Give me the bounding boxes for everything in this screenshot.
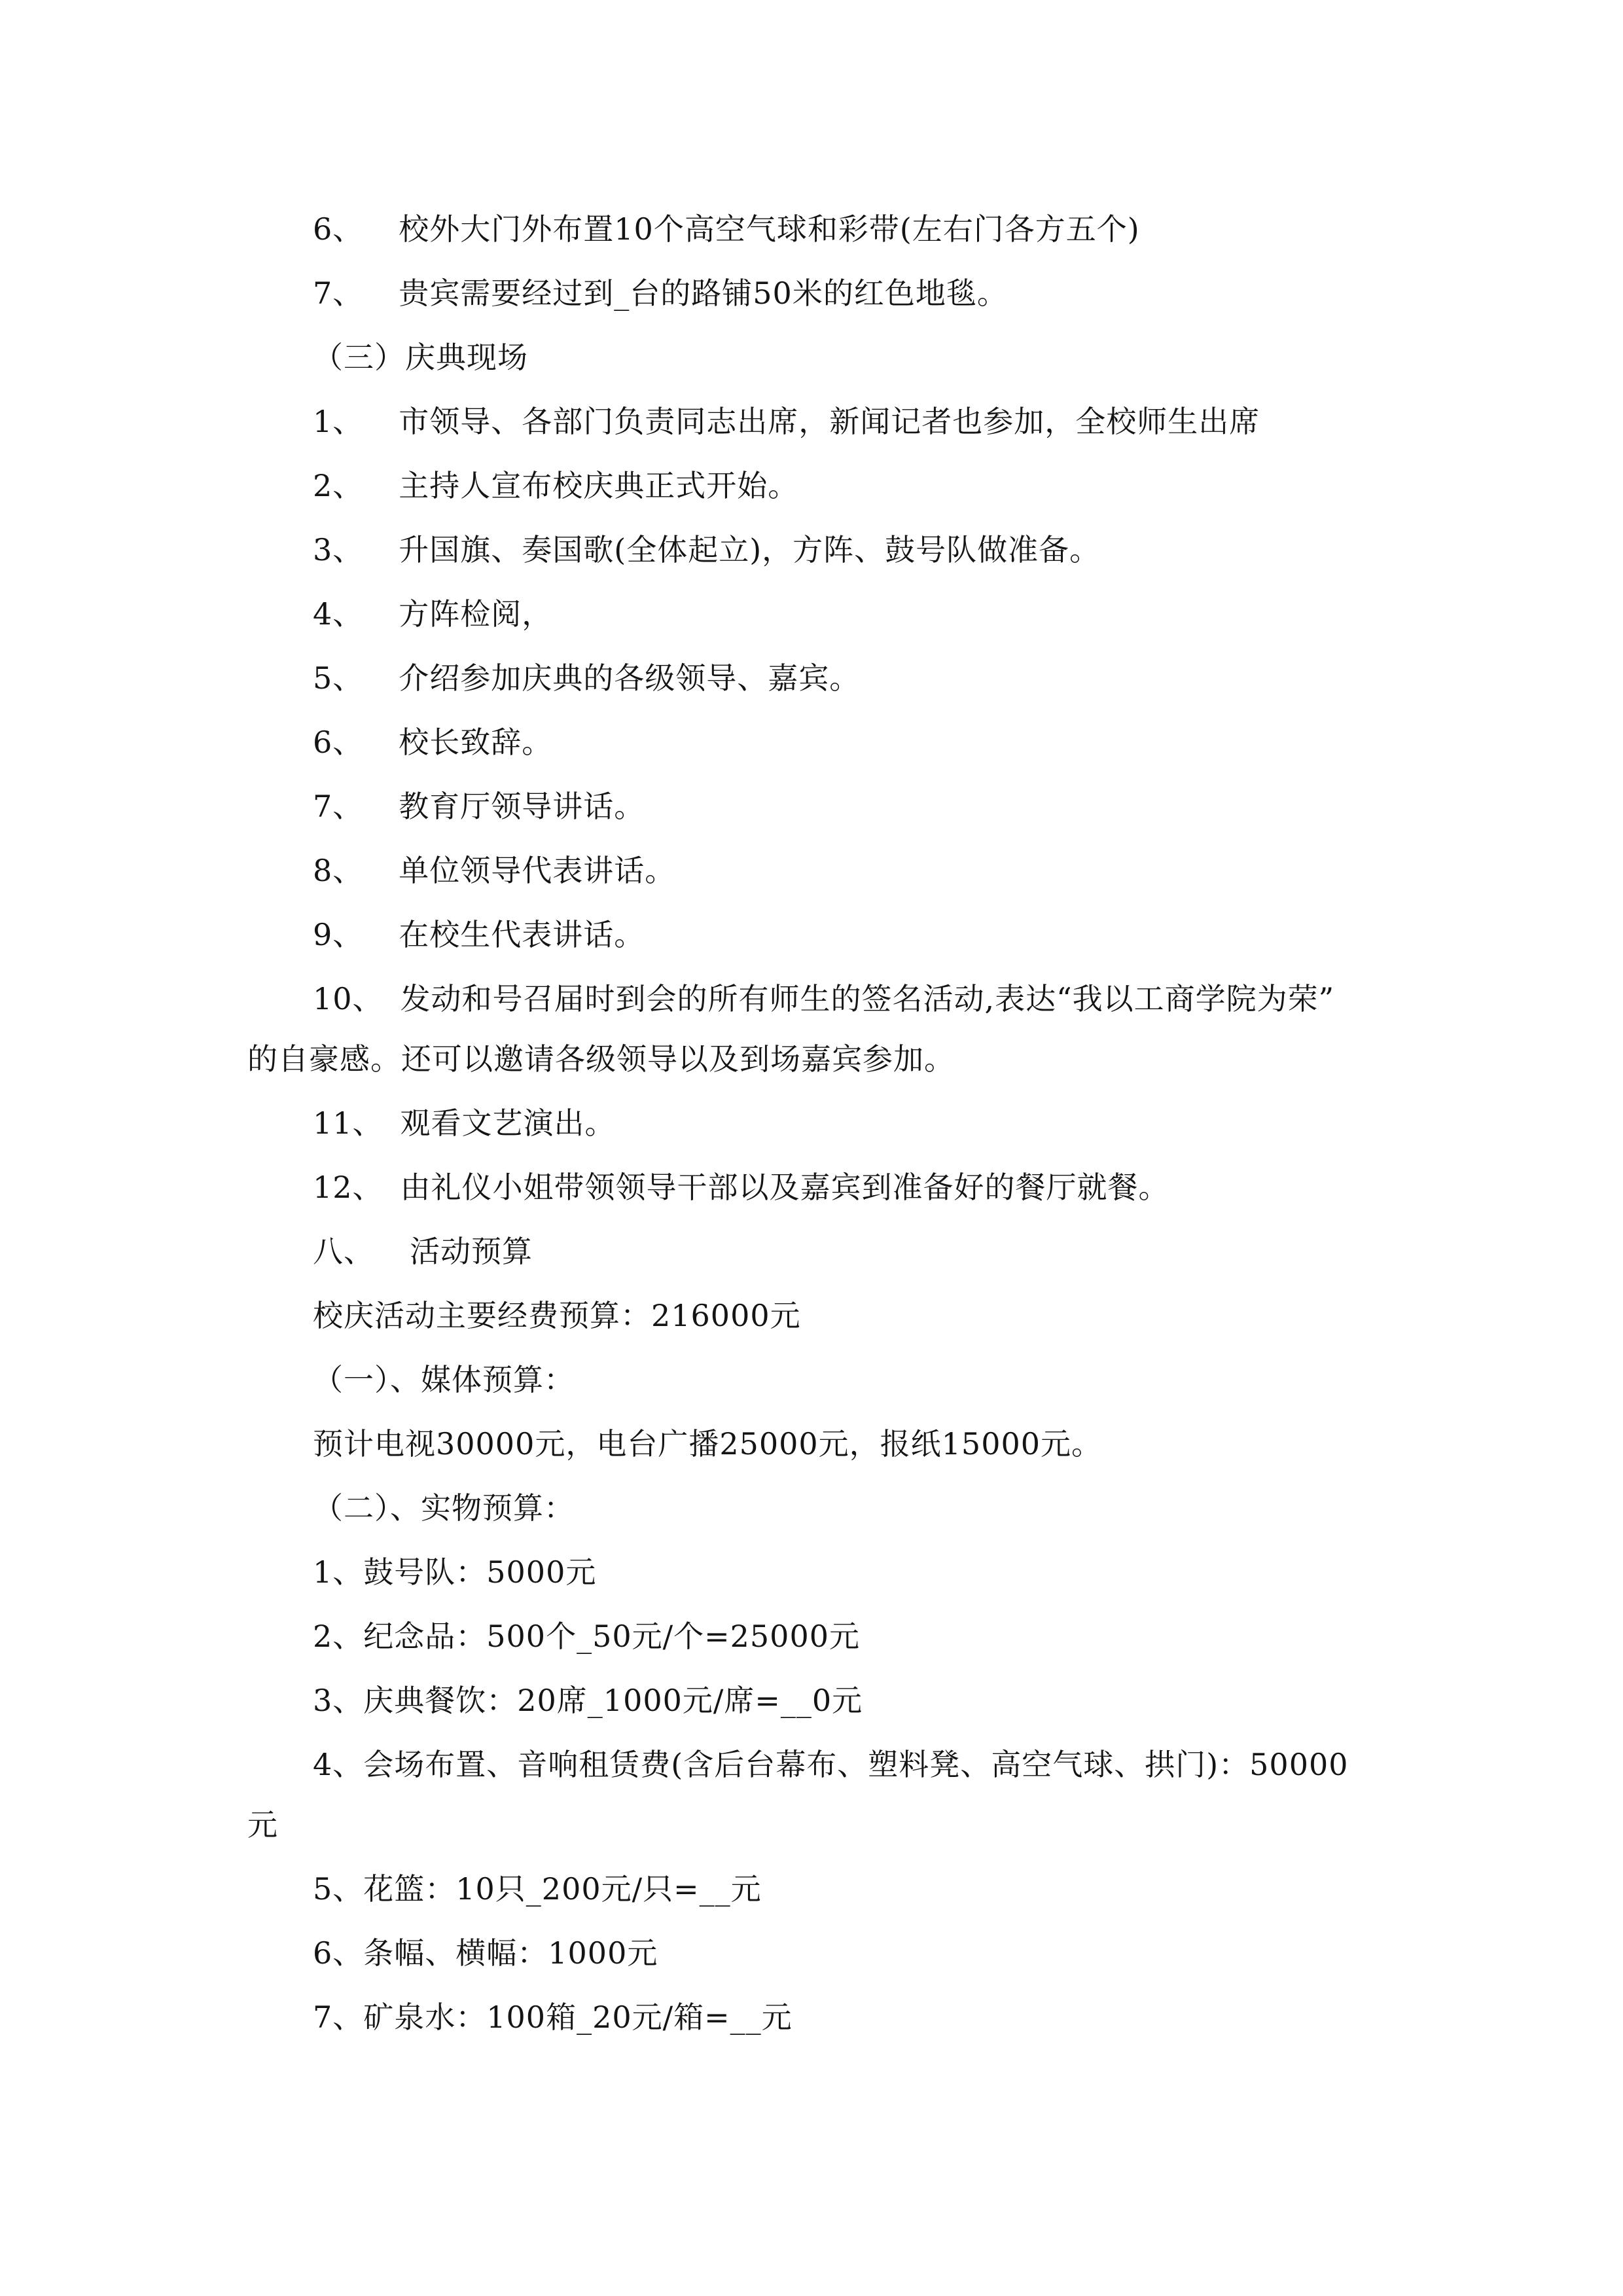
item-text: 市领导、各部门负责同志出席，新闻记者也参加，全校师生出席	[399, 404, 1260, 439]
item-text: 校外大门外布置10个高空气球和彩带(左右门各方五个)	[399, 211, 1140, 247]
item-number: 6、	[313, 725, 364, 760]
item-number: 5、	[313, 660, 364, 696]
item-number: 7、	[313, 789, 364, 824]
list-item	[313, 980, 1334, 1017]
list-item	[313, 724, 552, 761]
item-text: 介绍参加庆典的各级领导、嘉宾。	[399, 660, 861, 696]
list-item	[313, 275, 1008, 312]
budget-item: 1、鼓号队：5000元	[313, 1554, 597, 1590]
list-item	[313, 596, 552, 632]
item-number: 6、	[313, 211, 364, 247]
item-number: 9、	[313, 917, 364, 952]
section-number: 八、	[313, 1234, 374, 1269]
item-text: 教育厅领导讲话。	[399, 789, 645, 824]
list-item	[313, 1105, 616, 1141]
section-heading-ceremony: （三）庆典现场	[313, 340, 528, 375]
section-heading-budget	[313, 1233, 533, 1270]
item-number: 8、	[313, 853, 364, 888]
list-item	[313, 467, 798, 504]
item-number: 3、	[313, 532, 364, 567]
section-title: 活动预算	[410, 1234, 533, 1269]
item-text: 在校生代表讲话。	[399, 917, 645, 952]
media-budget-line: 预计电视30000元，电台广播25000元，报纸15000元。	[313, 1426, 1102, 1462]
item-text: 升国旗、奏国歌(全体起立)，方阵、鼓号队做准备。	[399, 532, 1101, 567]
item-number: 2、	[313, 468, 364, 503]
list-item	[313, 852, 675, 889]
goods-budget-heading: （二）、实物预算：	[313, 1490, 575, 1526]
item-text: 校长致辞。	[399, 725, 553, 760]
item-number: 11、	[313, 1105, 383, 1141]
item-text: 观看文艺演出。	[400, 1105, 616, 1141]
budget-item: 2、纪念品：500个_50元/个=25000元	[313, 1619, 860, 1654]
budget-item: 5、花篮：10只_200元/只=__元	[313, 1871, 762, 1907]
list-item	[313, 1169, 1169, 1206]
item-text: 发动和号召届时到会的所有师生的签名活动,表达“我以工商学院为荣”	[400, 981, 1335, 1016]
item-text: 主持人宣布校庆典正式开始。	[399, 468, 799, 503]
item-text: 单位领导代表讲话。	[399, 853, 676, 888]
item-number: 1、	[313, 404, 364, 439]
budget-item-continuation: 元	[247, 1807, 278, 1842]
budget-item: 4、会场布置、音响租赁费(含后台幕布、塑料凳、高空气球、拱门)：50000	[313, 1747, 1349, 1782]
list-item-continuation: 的自豪感。还可以邀请各级领导以及到场嘉宾参加。	[247, 1041, 955, 1077]
item-number: 7、	[313, 276, 364, 311]
item-text: 方阵检阅，	[399, 596, 553, 632]
list-item	[313, 660, 860, 696]
list-item	[313, 211, 1140, 247]
budget-total: 校庆活动主要经费预算：216000元	[313, 1298, 801, 1333]
item-number: 12、	[313, 1170, 383, 1205]
list-item	[313, 788, 645, 825]
media-budget-heading: （一）、媒体预算：	[313, 1362, 575, 1397]
item-number: 10、	[313, 981, 383, 1016]
list-item	[313, 403, 1260, 440]
list-item	[313, 531, 1100, 568]
item-number: 4、	[313, 596, 364, 632]
list-item	[313, 916, 645, 953]
budget-item: 7、矿泉水：100箱_20元/箱=__元	[313, 2000, 793, 2035]
budget-item: 6、条幅、横幅：1000元	[313, 1935, 658, 1971]
item-text: 由礼仪小姐带领领导干部以及嘉宾到准备好的餐厅就餐。	[400, 1170, 1169, 1205]
budget-item: 3、庆典餐饮：20席_1000元/席=__0元	[313, 1683, 863, 1718]
item-text: 贵宾需要经过到_台的路铺50米的红色地毯。	[399, 276, 1008, 311]
